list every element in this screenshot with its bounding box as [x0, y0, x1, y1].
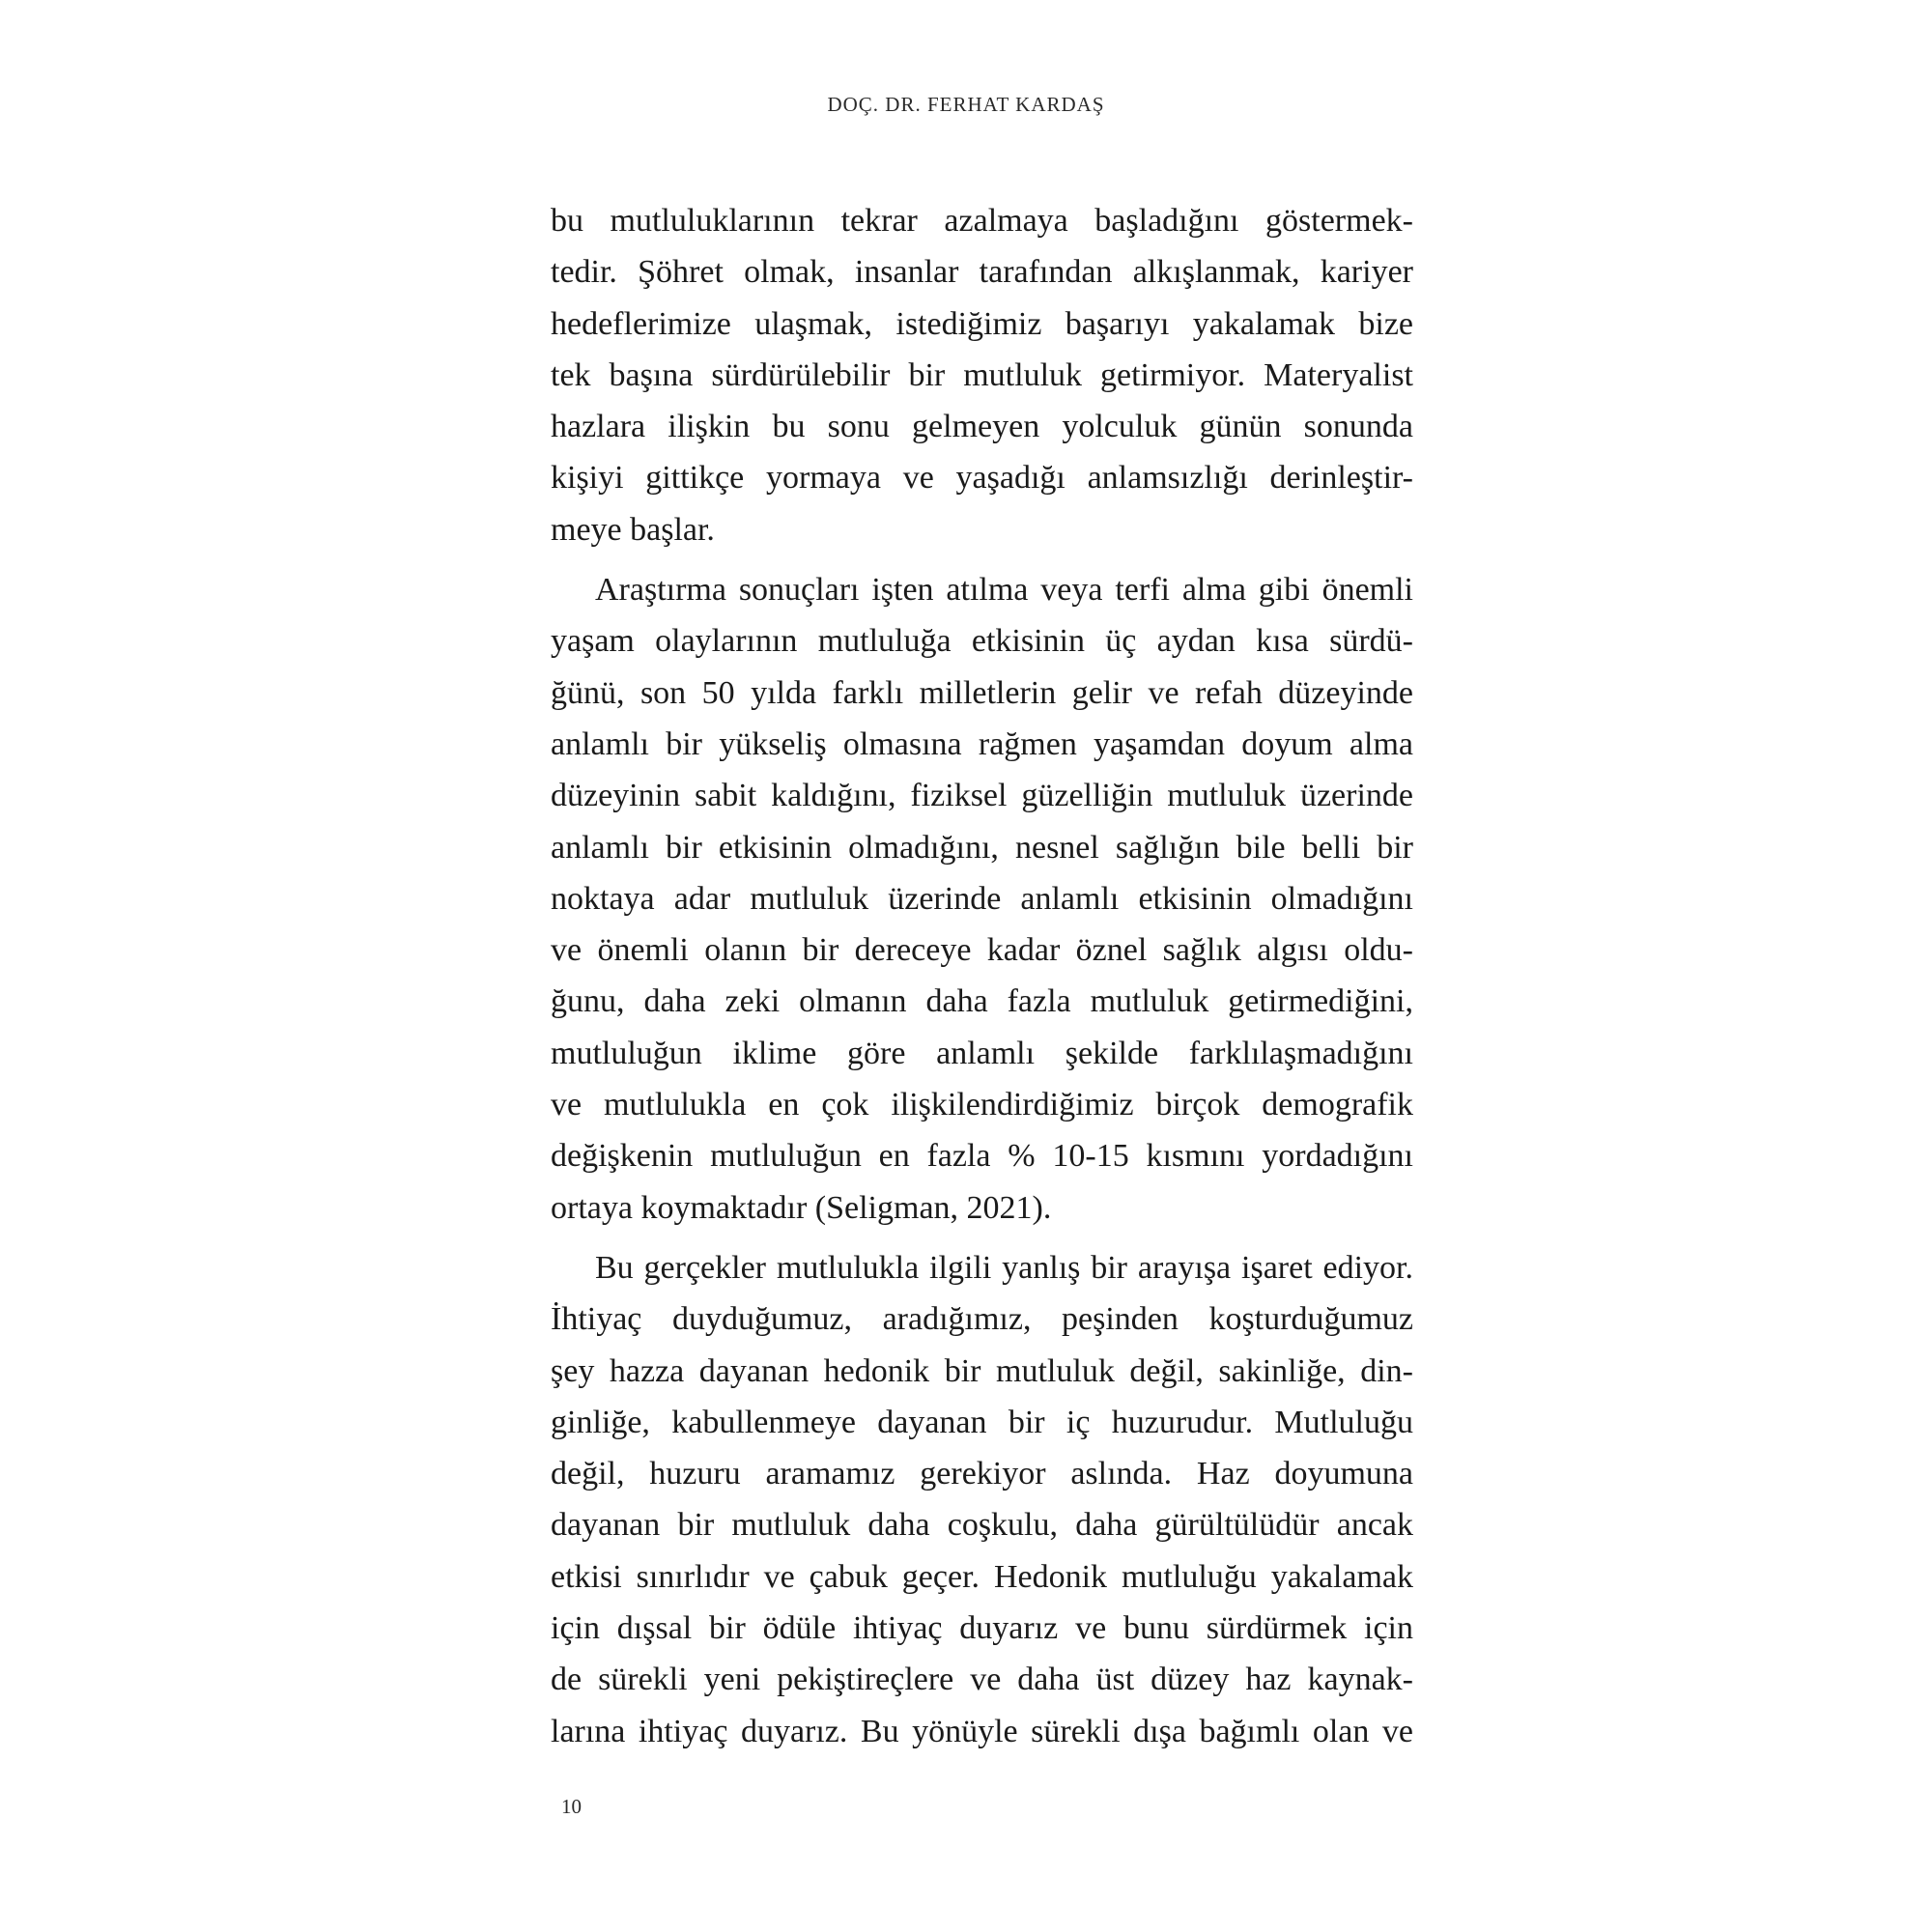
paragraph-3: [551, 1242, 1413, 1757]
text-line: dayanan bir mutluluk daha coşkulu, daha gürültülüdür ancak: [551, 1507, 1413, 1544]
text-line: etkisi sınırlıdır ve çabuk geçer. Hedonik mutluluğu yakalamak: [551, 1558, 1413, 1595]
text-line: için dışsal bir ödüle ihtiyaç duyarız ve bunu sürdürmek için: [551, 1610, 1413, 1647]
text-line: ğunu, daha zeki olmanın daha fazla mutluluk getirmediğini,: [551, 983, 1413, 1020]
text-line: anlamlı bir etkisinin olmadığını, nesnel sağlığın bile belli bir: [551, 829, 1413, 866]
text-line: Bu gerçekler mutlulukla ilgili yanlış bir arayışa işaret ediyor.: [595, 1249, 1413, 1286]
text-line: ve mutlulukla en çok ilişkilendirdiğimiz birçok demografik: [551, 1087, 1413, 1123]
text-line: tek başına sürdürülebilir bir mutluluk getirmiyor. Materyalist: [551, 356, 1413, 393]
text-line: yaşam olaylarının mutluluğa etkisinin üç aydan kısa sürdü-: [551, 623, 1413, 660]
body-text: [551, 195, 1413, 1757]
text-line: de sürekli yeni pekiştireçlere ve daha üst düzey haz kaynak-: [551, 1662, 1413, 1698]
text-line: larına ihtiyaç duyarız. Bu yönüyle sürekli dışa bağımlı olan ve: [551, 1713, 1413, 1749]
text-line: kişiyi gittikçe yormaya ve yaşadığı anlamsızlığı derinleştir-: [551, 460, 1413, 497]
paragraph-spacer: [551, 1234, 1413, 1242]
running-header: DOÇ. DR. FERHAT KARDAŞ: [827, 93, 1105, 116]
text-line: değişkenin mutluluğun en fazla % 10-15 kısmını yordadığını: [551, 1138, 1413, 1175]
page-number: 10: [561, 1795, 582, 1818]
paragraph-1: [551, 195, 1413, 555]
paragraph-2: [551, 564, 1413, 1234]
text-line: hedeflerimize ulaşmak, istediğimiz başarıyı yakalamak bize: [551, 305, 1413, 342]
text-line: tedir. Şöhret olmak, insanlar tarafından alkışlanmak, kariyer: [551, 254, 1413, 291]
text-line: meye başlar.: [551, 511, 715, 548]
text-line: noktaya adar mutluluk üzerinde anlamlı etkisinin olmadığını: [551, 880, 1413, 917]
text-line: İhtiyaç duyduğumuz, aradığımız, peşinden koşturduğumuz: [551, 1301, 1413, 1338]
text-line: ve önemli olanın bir dereceye kadar öznel sağlık algısı oldu-: [551, 932, 1413, 969]
paragraph-spacer: [551, 555, 1413, 564]
text-line: değil, huzuru aramamız gerekiyor aslında. Haz doyumuna: [551, 1456, 1413, 1492]
text-line: anlamlı bir yükseliş olmasına rağmen yaşamdan doyum alma: [551, 725, 1413, 762]
text-line: Araştırma sonuçları işten atılma veya terfi alma gibi önemli: [595, 572, 1413, 609]
text-line: ginliğe, kabullenmeye dayanan bir iç huzurudur. Mutluluğu: [551, 1404, 1413, 1440]
text-line: hazlara ilişkin bu sonu gelmeyen yolculuk günün sonunda: [551, 409, 1413, 445]
text-line: ğünü, son 50 yılda farklı milletlerin gelir ve refah düzeyinde: [551, 674, 1413, 711]
text-line: düzeyinin sabit kaldığını, fiziksel güzelliğin mutluluk üzerinde: [551, 778, 1413, 814]
text-line: bu mutluluklarının tekrar azalmaya başladığını göstermek-: [551, 203, 1413, 239]
text-line: ortaya koymaktadır (Seligman, 2021).: [551, 1189, 1052, 1226]
text-line: şey hazza dayanan hedonik bir mutluluk değil, sakinliğe, din-: [551, 1352, 1413, 1389]
text-line: mutluluğun iklime göre anlamlı şekilde farklılaşmadığını: [551, 1035, 1413, 1071]
